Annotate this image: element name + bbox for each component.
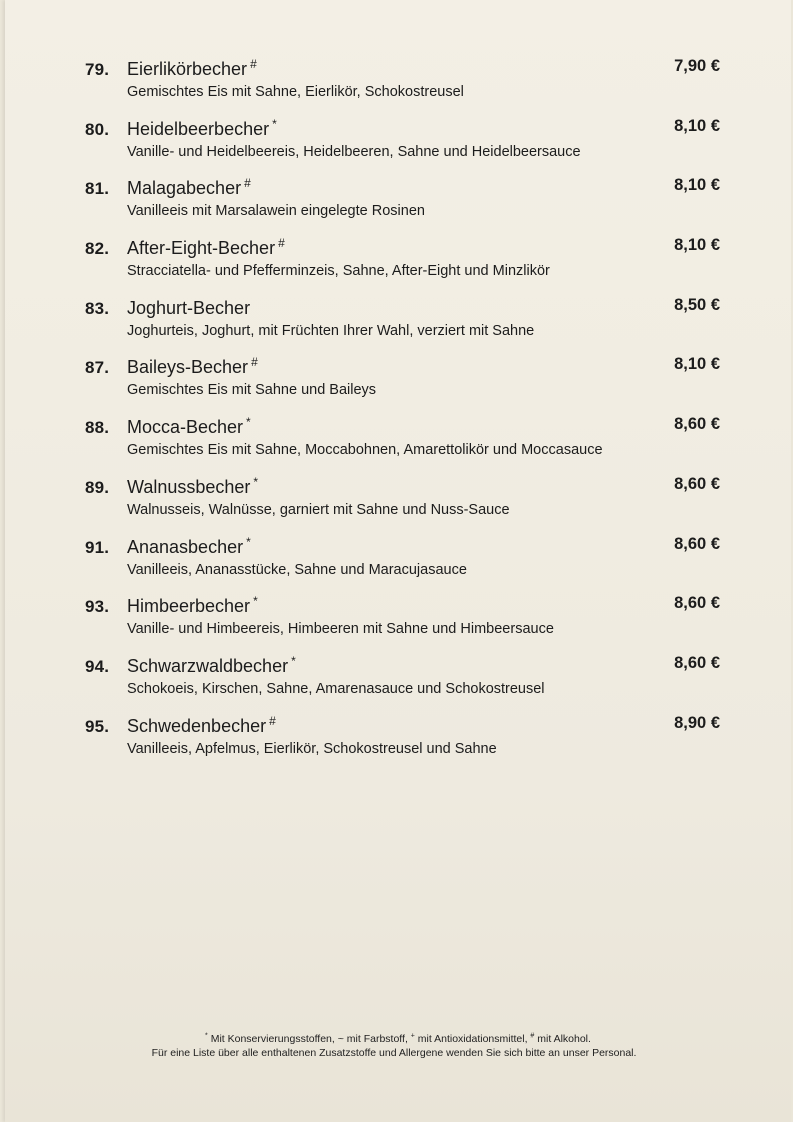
item-name-line: [127, 357, 258, 378]
item-price: 8,60 €: [674, 415, 720, 434]
item-description: Vanilleeis, Ananasstücke, Sahne und Maracujasauce: [127, 561, 467, 578]
item-mark: *: [246, 415, 251, 430]
item-mark: #: [269, 713, 276, 728]
item-number: 87.: [85, 358, 110, 378]
item-price: 8,10 €: [674, 176, 720, 195]
item-name: Ananasbecher: [127, 536, 244, 557]
item-name-line: [127, 653, 296, 677]
item-number: 79.: [85, 60, 110, 79]
menu-item: [80, 654, 730, 714]
item-name: Mocca-Becher: [127, 417, 244, 438]
item-price: 8,90 €: [674, 713, 720, 732]
item-name: Himbeerbecher: [127, 596, 251, 617]
item-name-line: [127, 417, 251, 438]
item-number: 93.: [85, 597, 110, 617]
item-description: Vanille- und Himbeereis, Himbeeren mit Sahne und Himbeersauce: [127, 621, 554, 638]
menu-item: [80, 236, 730, 296]
menu-page: [5, 0, 791, 1122]
item-mark: *: [246, 534, 251, 549]
item-description: Gemischtes Eis mit Sahne, Moccabohnen, Amarettolikör und Moccasauce: [127, 442, 603, 459]
item-price: 8,50 €: [674, 295, 720, 314]
item-price: 8,60 €: [674, 534, 720, 553]
item-number: 91.: [85, 537, 110, 557]
menu-item: [80, 535, 730, 595]
item-mark: *: [272, 116, 277, 131]
item-name: Schwedenbecher: [127, 715, 267, 736]
menu-item: [80, 57, 730, 117]
item-number: 94.: [85, 656, 110, 676]
item-number: 81.: [85, 179, 110, 199]
footnote-text-1: Mit Konservierungsstoffen, ~ mit Farbstoff,: [207, 1033, 411, 1045]
item-name-line: [127, 298, 253, 319]
item-number: 82.: [85, 239, 110, 259]
item-name-line: [127, 474, 259, 498]
item-description: Gemischtes Eis mit Sahne und Baileys: [127, 382, 377, 399]
menu-list: [80, 57, 730, 773]
footnote-allergen-info: Für eine Liste über alle enthaltenen Zusatzstoffe und Allergene wenden Sie sich bitte an unser Personal.: [151, 1047, 637, 1059]
item-price: 8,10 €: [674, 116, 720, 135]
item-price: 8,60 €: [674, 594, 720, 613]
item-name: Eierlikörbecher: [127, 59, 248, 79]
item-number: 80.: [85, 119, 110, 139]
menu-item: [80, 594, 730, 654]
item-mark: #: [244, 176, 251, 191]
item-price: 8,10 €: [674, 236, 720, 255]
item-mark: #: [278, 236, 285, 251]
footnote-additives-legend: [5, 1033, 791, 1045]
item-description: Walnusseis, Walnüsse, garniert mit Sahne und Nuss-Sauce: [127, 501, 510, 518]
footnote-mark-plus: +: [410, 1032, 415, 1040]
item-name-line: [127, 178, 251, 199]
item-description: Vanille- und Heidelbeereis, Heidelbeeren, Sahne und Heidelbeersauce: [127, 143, 581, 160]
item-price: 8,60 €: [674, 653, 720, 672]
footnote-text-2: mit Antioxidationsmittel,: [414, 1033, 531, 1045]
item-name: Malagabecher: [127, 178, 242, 199]
footnote-text-3: mit Alkohol.: [534, 1033, 591, 1045]
item-description: Joghurteis, Joghurt, mit Früchten Ihrer Wahl, verziert mit Sahne: [127, 322, 535, 339]
item-description: Vanilleeis mit Marsalawein eingelegte Rosinen: [127, 203, 425, 220]
item-mark: *: [291, 653, 296, 668]
item-price: 7,90 €: [674, 57, 720, 75]
item-name: Schwarzwaldbecher: [127, 655, 289, 676]
menu-item: [80, 176, 730, 236]
item-description: Stracciatella- und Pfefferminzeis, Sahne, After-Eight und Minzlikör: [127, 263, 550, 280]
menu-item: [80, 714, 730, 774]
footnote-mark-asterisk: *: [205, 1032, 208, 1040]
item-name-line: [127, 534, 251, 558]
item-name: Heidelbeerbecher: [127, 118, 270, 139]
item-name: After-Eight-Becher: [127, 238, 276, 259]
menu-item: [80, 117, 730, 177]
item-description: Vanilleeis, Apfelmus, Eierlikör, Schokostreusel und Sahne: [127, 740, 497, 757]
item-number: 89.: [85, 477, 110, 497]
item-name: Walnussbecher: [127, 476, 251, 497]
item-name-line: [127, 238, 285, 259]
menu-item: [80, 415, 730, 475]
item-mark: #: [250, 57, 257, 71]
item-mark: *: [253, 474, 259, 489]
item-name-line: [127, 713, 276, 737]
item-name-line: [127, 596, 258, 617]
item-name: Joghurt-Becher: [127, 297, 251, 318]
menu-item: [80, 475, 730, 535]
item-price: 8,10 €: [674, 355, 720, 374]
item-number: 83.: [85, 298, 110, 318]
item-description: Gemischtes Eis mit Sahne, Eierlikör, Schokostreusel: [127, 84, 464, 100]
item-name-line: [127, 59, 257, 80]
item-number: 95.: [85, 716, 110, 736]
item-price: 8,60 €: [674, 474, 720, 493]
item-mark: *: [253, 594, 258, 609]
item-description: Schokoeis, Kirschen, Sahne, Amarenasauce und Schokostreusel: [127, 680, 545, 697]
item-number: 88.: [85, 418, 110, 438]
item-name-line: [127, 116, 277, 140]
item-mark: #: [251, 355, 258, 370]
menu-item: [80, 355, 730, 415]
item-name: Baileys-Becher: [127, 357, 249, 378]
footnote-mark-hash: #: [530, 1032, 535, 1040]
menu-item: [80, 296, 730, 356]
